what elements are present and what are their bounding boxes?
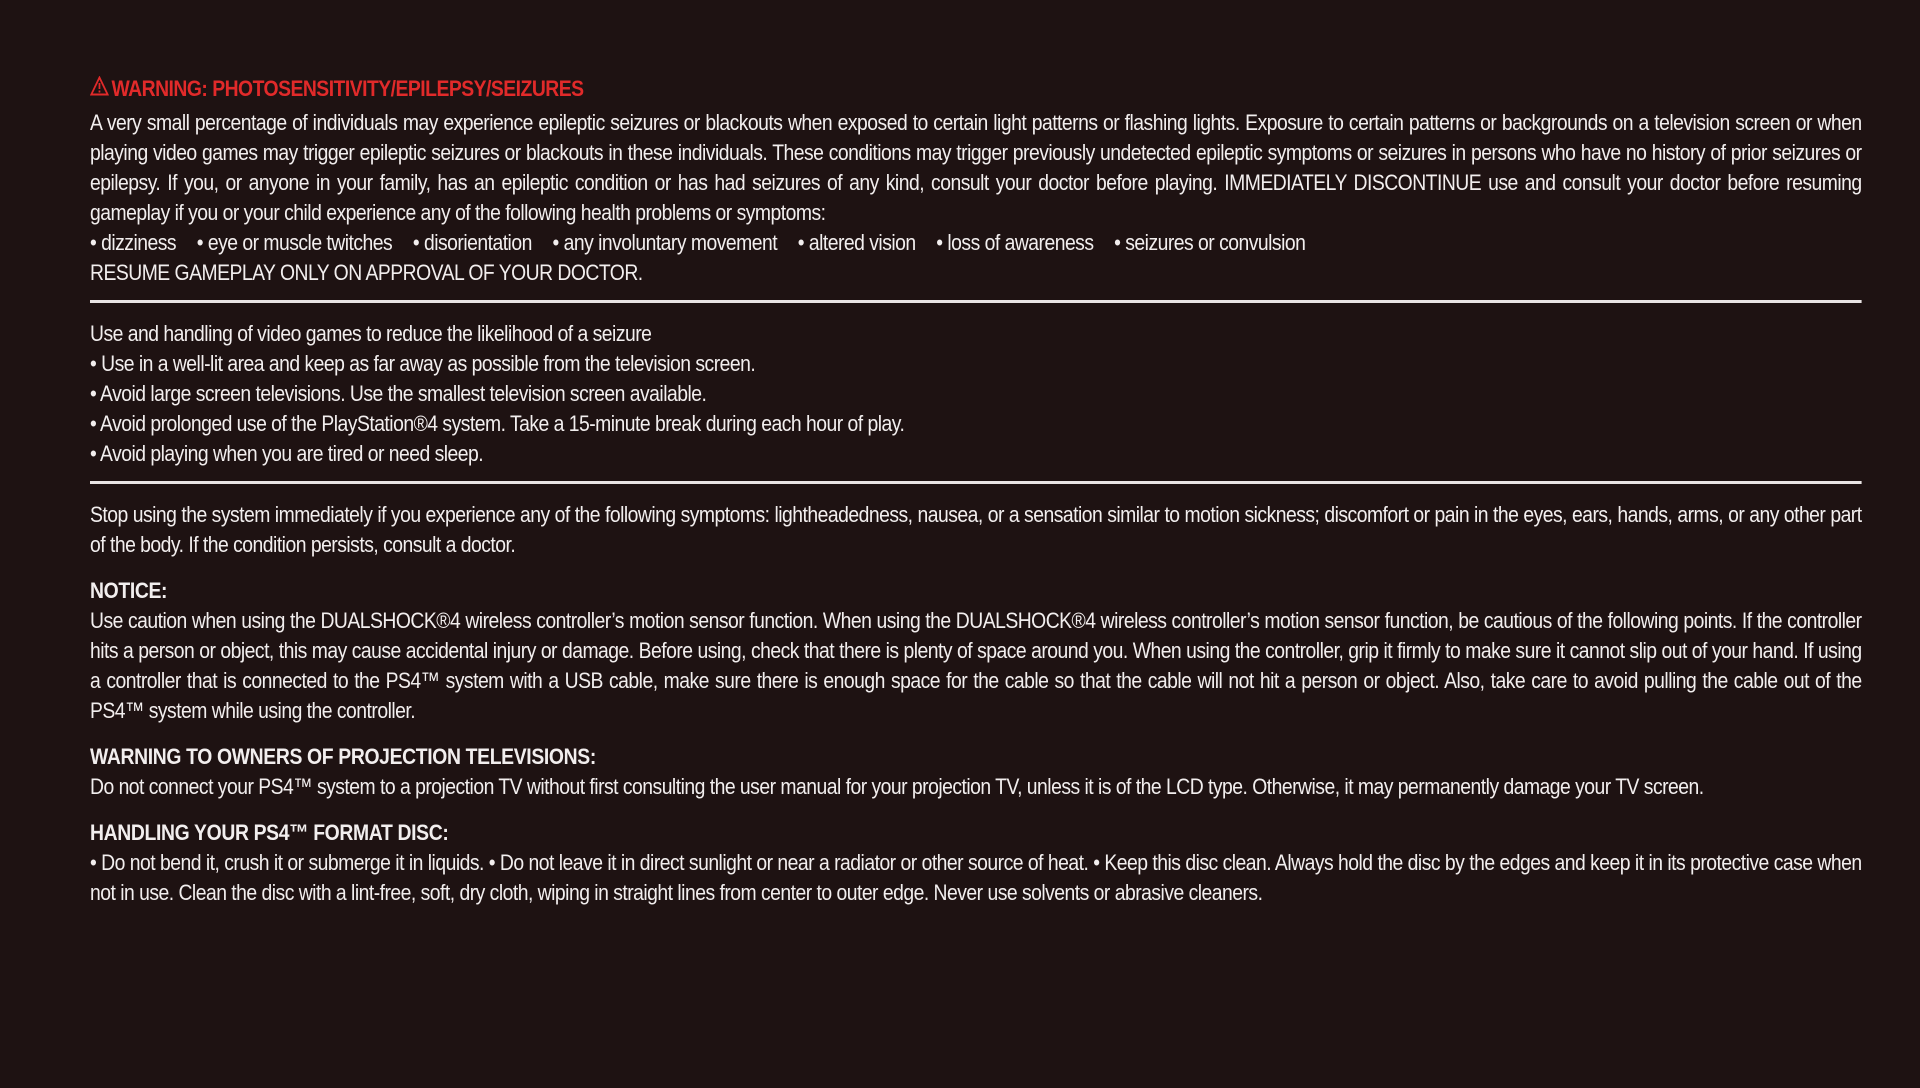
disc-heading: HANDLING YOUR PS4™ FORMAT DISC: <box>90 820 449 845</box>
disc-text: • Do not bend it, crush it or submerge it in liquids. • Do not leave it in direct sunlight or near a radiator or other source of heat. • Keep this disc clean. Always hold the disc by the edges and keep it in its protective case when not in use. Clean the disc with a lint-free, soft, dry cloth, wiping in straight lines from center to outer edge. Never use solvents or abrasive cleaners. <box>90 850 1862 905</box>
warning-title-text: WARNING: PHOTOSENSITIVITY/EPILEPSY/SEIZURES <box>111 76 584 101</box>
usage-list <box>90 349 1862 469</box>
notice-text: Use caution when using the DUALSHOCK®4 wireless controller’s motion sensor function. When using the DUALSHOCK®4 wireless controller’s motion sensor function, be cautious of the following points. If the controller hits a person or object, this may cause accidental injury or damage. Before using, check that there is plenty of space around you. When using the controller, grip it firmly to make sure it cannot slip out of your hand. If using a controller that is connected to the PS4™ system with a USB cable, make sure there is enough space for the cable so that the cable will not hit a person or object. Also, take care to avoid pulling the cable out of the PS4™ system while using the controller. <box>90 608 1862 723</box>
symptom-list <box>90 228 1862 258</box>
section-divider <box>90 481 1862 484</box>
symptom-item: • eye or muscle twitches <box>196 230 393 255</box>
list-item: • Avoid large screen televisions. Use the smallest television screen available. <box>90 381 707 406</box>
document-page <box>90 74 1862 908</box>
symptom-item: • loss of awareness <box>936 230 1094 255</box>
projection-heading: WARNING TO OWNERS OF PROJECTION TELEVISIONS: <box>90 744 596 769</box>
symptom-item: • altered vision <box>797 230 916 255</box>
symptom-item: • disorientation <box>412 230 532 255</box>
projection-text: Do not connect your PS4™ system to a projection TV without first consulting the user manual for your projection TV, unless it is of the LCD type. Otherwise, it may permanently damage your TV screen. <box>90 774 1704 799</box>
list-item: • Avoid prolonged use of the PlayStation®4 system. Take a 15-minute break during each hour of play. <box>90 411 905 436</box>
section-divider <box>90 300 1862 303</box>
stop-using-text: Stop using the system immediately if you experience any of the following symptoms: lightheadedness, nausea, or a sensation similar to motion sickness; discomfort or pain in the eyes, ears, hands, arms, or any other part of the body. If the condition persists, consult a doctor. <box>90 502 1862 557</box>
warning-triangle-icon <box>90 74 109 104</box>
warning-body: A very small percentage of individuals may experience epileptic seizures or blackouts when exposed to certain light patterns or flashing lights. Exposure to certain patterns or backgrounds on a television screen or when playing video games may trigger epileptic seizures or blackouts in these individuals. These conditions may trigger previously undetected epileptic symptoms or seizures in persons who have no history of prior seizures or epilepsy. If you, or anyone in your family, has an epileptic condition or has had seizures of any kind, consult your doctor before playing. IMMEDIATELY DISCONTINUE use and consult your doctor before resuming gameplay if you or your child experience any of the following health problems or symptoms: <box>90 110 1862 225</box>
resume-notice: RESUME GAMEPLAY ONLY ON APPROVAL OF YOUR DOCTOR. <box>90 260 643 285</box>
symptom-item: • dizziness <box>90 230 177 255</box>
symptom-item: • seizures or convulsion <box>1114 230 1306 255</box>
usage-intro: Use and handling of video games to reduce the likelihood of a seizure <box>90 321 652 346</box>
list-item: • Use in a well-lit area and keep as far away as possible from the television screen. <box>90 351 756 376</box>
symptom-item: • any involuntary movement <box>552 230 778 255</box>
warning-title <box>90 74 1862 104</box>
list-item: • Avoid playing when you are tired or need sleep. <box>90 441 484 466</box>
notice-heading: NOTICE: <box>90 578 168 603</box>
